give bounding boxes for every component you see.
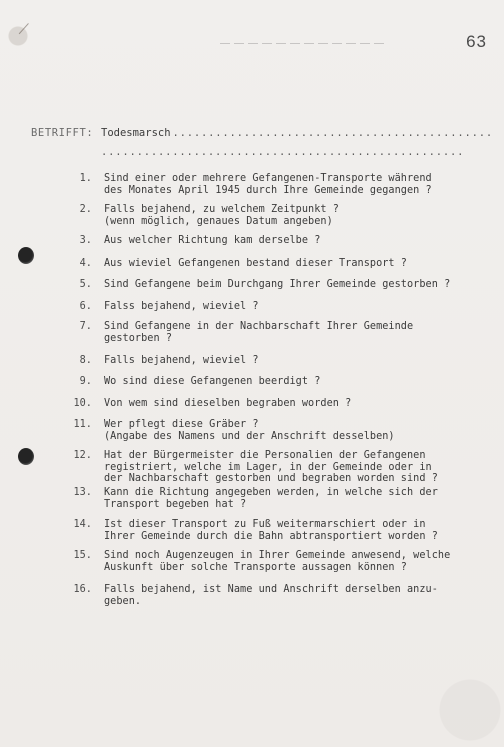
subject-dots-line-1: ............................................. — [172, 127, 494, 139]
pencil-mark — [19, 23, 37, 41]
faint-line — [220, 43, 385, 44]
question-number: 10. — [73, 398, 92, 409]
question-text: Kann die Richtung angegeben werden, in welche sich der Transport begeben hat ? — [104, 487, 438, 510]
question-number: 2. — [79, 204, 92, 215]
punch-hole — [18, 448, 34, 465]
question-number: 16. — [73, 584, 92, 595]
question-number: 9. — [79, 376, 92, 387]
question-text: Sind Gefangene beim Durchgang Ihrer Gemeinde gestorben ? — [104, 279, 451, 290]
question-text: Falls bejahend, ist Name und Anschrift derselben anzu- geben. — [104, 584, 438, 607]
question-number: 11. — [73, 419, 92, 430]
question-number: 7. — [79, 321, 92, 332]
question-number: 12. — [73, 450, 92, 461]
question-text: Falls bejahend, wieviel ? — [104, 355, 259, 366]
question-text: Ist dieser Transport zu Fuß weitermarschiert oder in Ihrer Gemeinde durch die Bahn abtransportiert worden ? — [104, 519, 438, 542]
subject-value — [101, 127, 494, 140]
question-text: Aus welcher Richtung kam derselbe ? — [104, 235, 321, 246]
question-text: Hat der Bürgermeister die Personalien der Gefangenen registriert, welche im Lager, in der Gemeinde oder in der Nachbarschaft gestorben und begraben worden sind ? — [104, 450, 438, 484]
punch-hole — [18, 247, 34, 264]
question-number: 13. — [73, 487, 92, 498]
question-number: 14. — [73, 519, 92, 530]
question-number: 8. — [79, 355, 92, 366]
question-number: 4. — [79, 258, 92, 269]
question-number: 15. — [73, 550, 92, 561]
question-number: 1. — [79, 173, 92, 184]
question-text: Aus wieviel Gefangenen bestand dieser Transport ? — [104, 258, 407, 269]
page-number: 63 — [466, 32, 487, 51]
question-text: Sind einer oder mehrere Gefangenen-Transporte während des Monates April 1945 durch Ihre Gemeinde gegangen ? — [104, 173, 432, 196]
question-number: 6. — [79, 301, 92, 312]
question-text: Wer pflegt diese Gräber ? (Angabe des Namens und der Anschrift desselben) — [104, 419, 395, 442]
question-text: Falss bejahend, wieviel ? — [104, 301, 259, 312]
question-number: 5. — [79, 279, 92, 290]
subject-line — [31, 127, 494, 159]
subject-text: Todesmarsch — [101, 127, 171, 139]
question-text: Sind Gefangene in der Nachbarschaft Ihrer Gemeinde gestorben ? — [104, 321, 414, 344]
question-text: Falls bejahend, zu welchem Zeitpunkt ? (wenn möglich, genaues Datum angeben) — [104, 204, 339, 227]
question-text: Von wem sind dieselben begraben worden ? — [104, 398, 352, 409]
question-text: Wo sind diese Gefangenen beerdigt ? — [104, 376, 321, 387]
subject-label: BETRIFFT: — [31, 127, 94, 139]
subject-dots-line-2: ................................................... — [101, 146, 465, 158]
question-number: 3. — [79, 235, 92, 246]
question-text: Sind noch Augenzeugen in Ihrer Gemeinde anwesend, welche Auskunft über solche Transporte aussagen können ? — [104, 550, 451, 573]
